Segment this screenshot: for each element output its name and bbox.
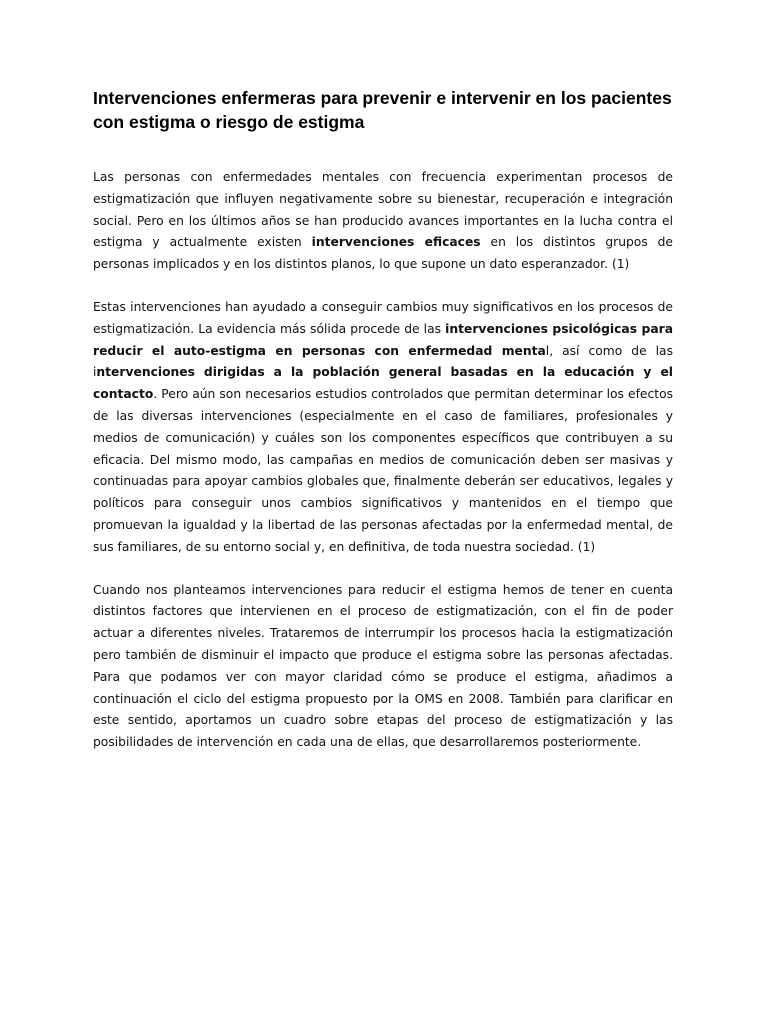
paragraph-2-text-2: l, así como de las i [93,343,673,380]
paragraph-2-text-3: . Pero aún son necesarios estudios controlados que permitan determinar los efectos de las diversas intervenciones (especialmente en el caso de familiares, profesionales y medios de comunicación) y cuáles son los componentes específicos que contribuyen a su eficacia. Del mismo modo, las campañas en medios de comunicación deben ser masivas y continuadas para apoyar cambios globales que, finalmente deberán ser educativos, legales y políticos para conseguir unos cambios significativos y mantenidos en el tiempo que promuevan la igualdad y la libertad de las personas afectadas por la enfermedad mental, de sus familiares, de su entorno social y, en definitiva, de toda nuestra sociedad. (1) [93,387,673,554]
paragraph-3-text-1: Cuando nos planteamos intervenciones para reducir el estigma hemos de tener en cuenta distintos factores que intervienen en el proceso de estigmatización, con el fin de poder actuar a diferentes niveles. Trataremos de interrumpir los procesos hacia la estigmatización pero también de disminuir el impacto que produce el estigma sobre las personas afectadas. Para que podamos ver con mayor claridad cómo se produce el estigma, añadimos a continuación el ciclo del estigma propuesto por la OMS en 2008. También para clarificar en este sentido, aportamos un cuadro sobre etapas del proceso de estigmatización y las posibilidades de intervención en cada una de ellas, que desarrollaremos posteriormente. [93,582,673,750]
paragraph-1-text-1: Las personas con enfermedades mentales con frecuencia experimentan procesos de estigmatización que influyen negativamente sobre su bienestar, recuperación e integración social. Pero en los últimos años se han producido avances importantes en la lucha contra el estigma y actualmente existen [93,170,673,250]
paragraph-1-text-2: en los distintos grupos de personas implicados y en los distintos planos, lo que supone un dato esperanzador. (1) [93,235,673,272]
paragraph-2 [93,297,673,559]
paragraph-1 [93,167,673,276]
document-title: Intervenciones enfermeras para prevenir e intervenir en los pacientes con estigma o riesgo de estigma [93,88,672,132]
paragraph-2-bold-2: ntervenciones dirigidas a la población general basadas en la educación y el contacto [93,365,673,402]
paragraph-1-bold-1: intervenciones eficaces [311,235,481,250]
paragraph-2-text-1: Estas intervenciones han ayudado a conseguir cambios muy significativos en los procesos de estigmatización. La evidencia más sólida procede de las [93,299,673,336]
document-body [93,86,673,754]
paragraph-2-bold-1: intervenciones psicológicas para reducir el auto-estigma en personas con enfermedad menta [93,321,673,358]
paragraph-3 [93,580,673,754]
